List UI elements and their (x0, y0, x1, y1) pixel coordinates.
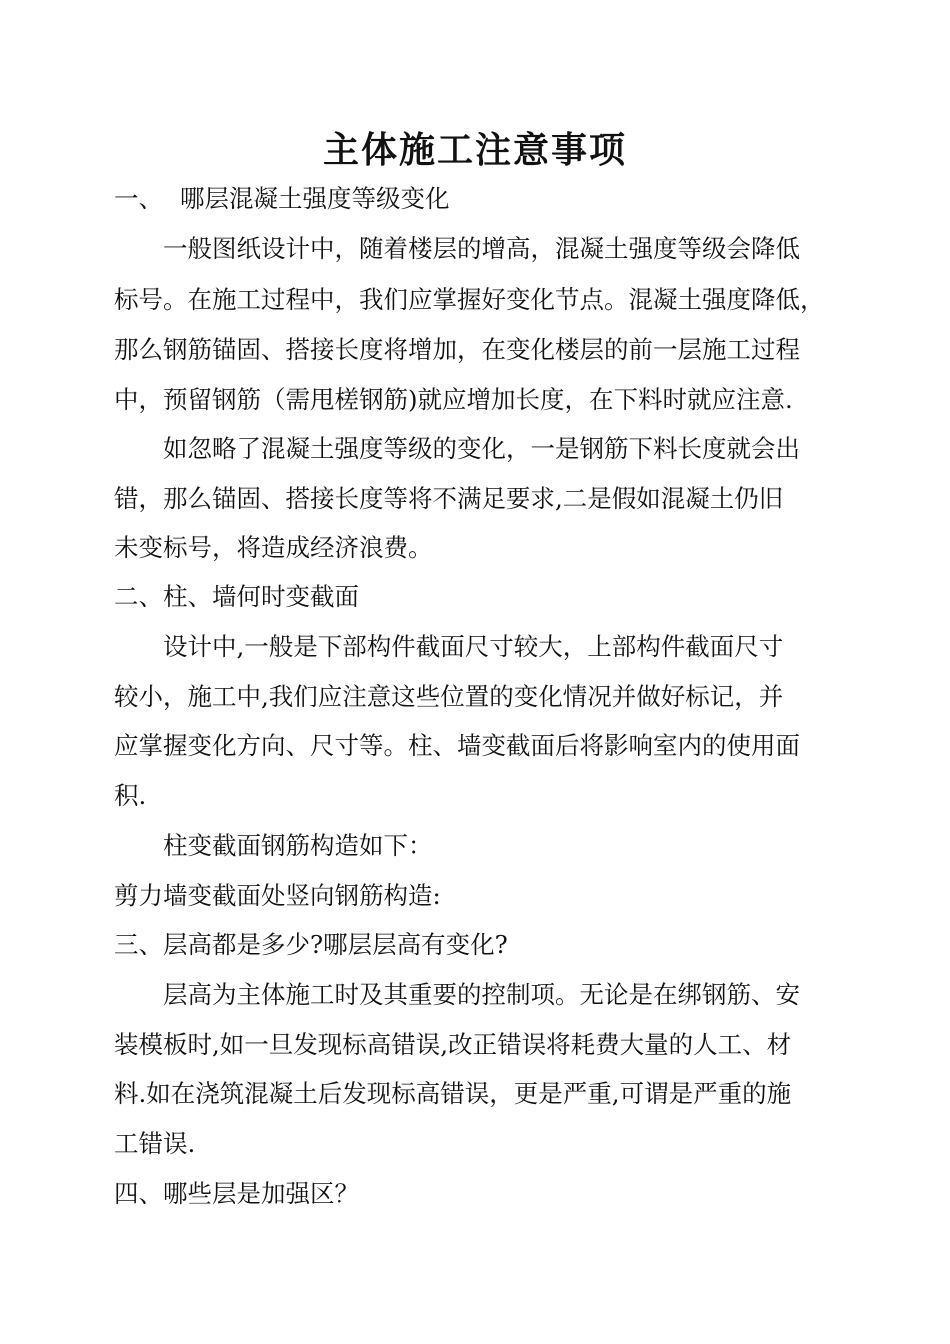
section-heading-3: 三、层高都是多少?哪层层高有变化? (114, 930, 508, 959)
paragraph-line: 一般图纸设计中，随着楼层的增高，混凝土强度等级会降低 (163, 234, 800, 263)
section-heading-2: 二、柱、墙何时变截面 (114, 582, 359, 611)
paragraph-line: 剪力墙变截面处竖向钢筋构造: (114, 881, 441, 910)
paragraph-line: 层高为主体施工时及其重要的控制项。无论是在绑钢筋、安 (163, 980, 800, 1009)
section-heading-text-1: 哪层混凝土强度等级变化 (180, 184, 450, 213)
paragraph-line: 积. (114, 781, 147, 810)
paragraph-line: 设计中,一般是下部构件截面尺寸较大，上部构件截面尺寸 (163, 632, 784, 661)
document-title: 主体施工注意事项 (322, 129, 627, 171)
paragraph-line: 未变标号，将造成经济浪费。 (114, 533, 433, 562)
paragraph-line: 那么钢筋锚固、搭接长度将增加，在变化楼层的前一层施工过程 (114, 335, 800, 364)
paragraph-line: 柱变截面钢筋构造如下： (163, 831, 433, 860)
paragraph-line: 工错误. (114, 1129, 196, 1158)
paragraph-line: 如忽略了混凝土强度等级的变化，一是钢筋下料长度就会出 (163, 434, 800, 463)
section-heading-4: 四、哪些层是加强区？ (114, 1179, 359, 1208)
section-number-1: 一、 (114, 184, 163, 213)
paragraph-line: 装模板时,如一旦发现标高错误,改正错误将耗费大量的人工、材 (114, 1030, 792, 1059)
section-heading-1 (114, 182, 450, 216)
paragraph-line: 应掌握变化方向、尺寸等。柱、墙变截面后将影响室内的使用面 (114, 731, 800, 760)
paragraph-line: 中，预留钢筋（需甩槎钢筋)就应增加长度，在下料时就应注意. (114, 385, 793, 414)
paragraph-line: 料.如在浇筑混凝土后发现标高错误，更是严重,可谓是严重的施 (114, 1079, 792, 1108)
paragraph-line: 错，那么锚固、搭接长度等将不满足要求,二是假如混凝土仍旧 (114, 484, 784, 513)
paragraph-line: 较小，施工中,我们应注意这些位置的变化情况并做好标记，并 (114, 682, 784, 711)
paragraph-line: 标号。在施工过程中，我们应掌握好变化节点。混凝土强度降低， (114, 285, 825, 314)
